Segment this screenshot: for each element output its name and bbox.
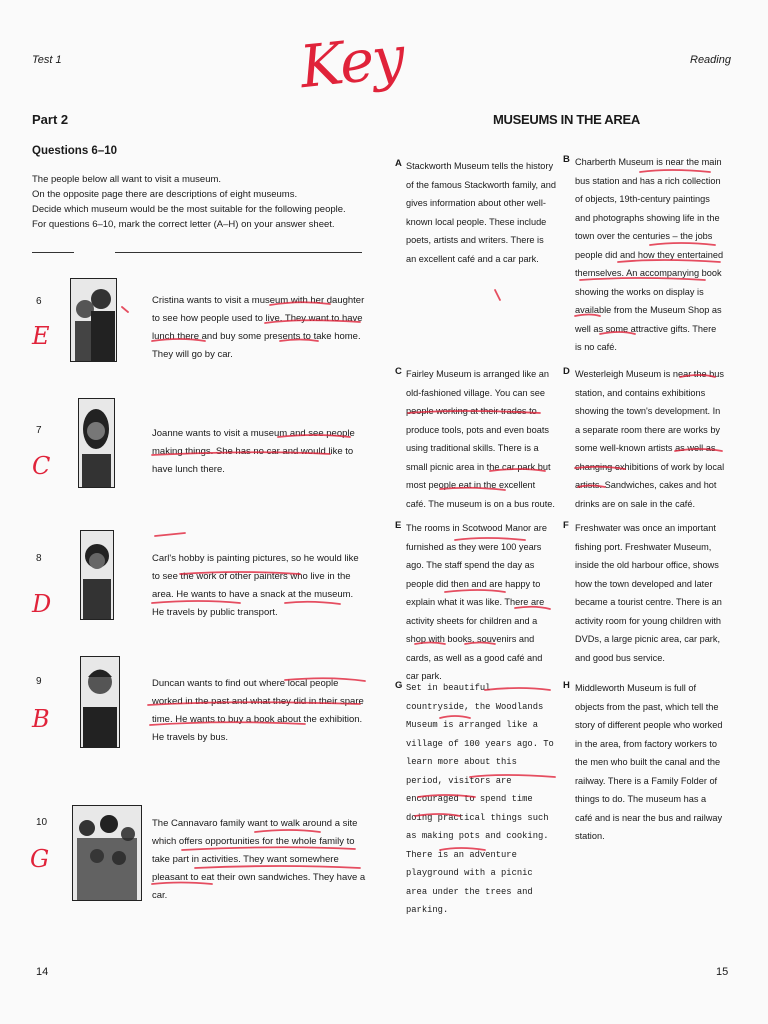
museum-letter: H <box>563 680 570 691</box>
instruction-line: On the opposite page there are descriptions of eight museums. <box>32 189 298 200</box>
instruction-line: The people below all want to visit a museum. <box>32 174 222 185</box>
museum-description: Charberth Museum is near the main bus station and has a rich collection of objects, 19th-century paintings and photographs showing life in the town over the centuries – the jobs people did and how they entertained themselves. An accompanying book showing the works on display is available from the Museum Shop as well as some attractive gifts. There is no café. <box>575 157 724 352</box>
museum-letter: D <box>563 366 570 377</box>
handwritten-answer: E <box>32 322 50 350</box>
question-text: Carl's hobby is painting pictures, so he would like to see the work of other painters who live in the area. He wants to have a snack at the museum. He travels by public transport. <box>152 553 359 618</box>
museum-description: Fairley Museum is arranged like an old-fashioned village. You can see people working at their trades to produce tools, pots and even boats using traditional skills. There is a small picnic area in the car park but most people eat in the excellent café. The museum is on a bus route. <box>406 369 555 509</box>
museum-letter: G <box>395 680 403 691</box>
question-text: Duncan wants to find out where local people worked in the past and what they did in their spare time. He wants to buy a book about the exhibition. He travels by bus. <box>152 678 364 743</box>
museum-letter: B <box>563 154 570 165</box>
museum-description: Set in beautiful countryside, the Woodlands Museum is arranged like a village of 100 years ago. To learn more about this period, visitors are encouraged to spend time doing practical things such as making pots and cooking. There is an adventure playground with a picnic area under the trees and parking. <box>406 683 554 915</box>
museum-description: Middleworth Museum is full of objects from the past, which tell the story of different people who worked in the area, from factory workers to the men who built the canal and the railway. There is a Family Folder of things to do. The museum has a café and is near the bus and railway station. <box>575 683 723 841</box>
museums-title: MUSEUMS IN THE AREA <box>493 112 640 127</box>
museum-letter: C <box>395 366 402 377</box>
handwritten-answer: D <box>32 590 52 618</box>
question-text: The Cannavaro family want to walk around a site which offers opportunities for the whole family to take part in activities. They want somewhere pleasant to eat their own sandwiches. They have a car. <box>152 818 366 901</box>
handwritten-answer: B <box>32 705 50 733</box>
instruction-line: For questions 6–10, mark the correct letter (A–H) on your answer sheet. <box>32 219 335 230</box>
questions-heading: Questions 6–10 <box>32 145 118 157</box>
handwritten-answer: C <box>32 452 51 480</box>
museum-letter: E <box>395 520 402 531</box>
museum-description: Freshwater was once an important fishing port. Freshwater Museum, inside the old harbour office, shows how the town developed and later became a tourist centre. There is an activity room for young children with DVDs, a large picnic area, car park, and good bus service. <box>575 523 722 663</box>
page-header-left: Test 1 <box>32 54 62 66</box>
page-number-left: 14 <box>36 966 49 978</box>
handwritten-key-mark: Key <box>296 22 407 102</box>
question-text: Cristina wants to visit a museum with her daughter to see how people used to live. They want to have lunch there and buy some presents to take home. They will go by car. <box>152 295 365 360</box>
instruction-line: Decide which museum would be the most suitable for the following people. <box>32 204 346 215</box>
page-header-right: Reading <box>690 54 731 66</box>
museum-letter: A <box>395 158 402 169</box>
museum-description: Stackworth Museum tells the history of the famous Stackworth family, and gives information about other well-known local people. These include poets, artists and writers. There is an excellent café and a car park. <box>406 161 556 264</box>
question-number: 9 <box>36 676 42 687</box>
question-number: 7 <box>36 425 42 436</box>
museum-description: The rooms in Scotwood Manor are furnished as they were 100 years ago. The staff spend the day as people did then and are happy to explain what it was like. There are activity sheets for children and a shop with books, souvenirs and cards, as well as a good café and car park. <box>406 523 547 681</box>
handwritten-answer: G <box>30 845 50 873</box>
question-text: Joanne wants to visit a museum and see people making things. She has no car and would like to have lunch there. <box>152 428 355 475</box>
museum-letter: F <box>563 520 569 531</box>
museum-description: Westerleigh Museum is near the bus station, and contains exhibitions showing the town's development. In a separate room there are works by some well-known artists as well as changing exhibitions of work by local artists. Sandwiches, cakes and hot drinks are on sale in the café. <box>575 369 725 509</box>
question-number: 6 <box>36 296 42 307</box>
page-number-right: 15 <box>716 966 729 978</box>
question-number: 8 <box>36 553 42 564</box>
part-heading: Part 2 <box>32 112 69 127</box>
question-number: 10 <box>36 817 48 828</box>
